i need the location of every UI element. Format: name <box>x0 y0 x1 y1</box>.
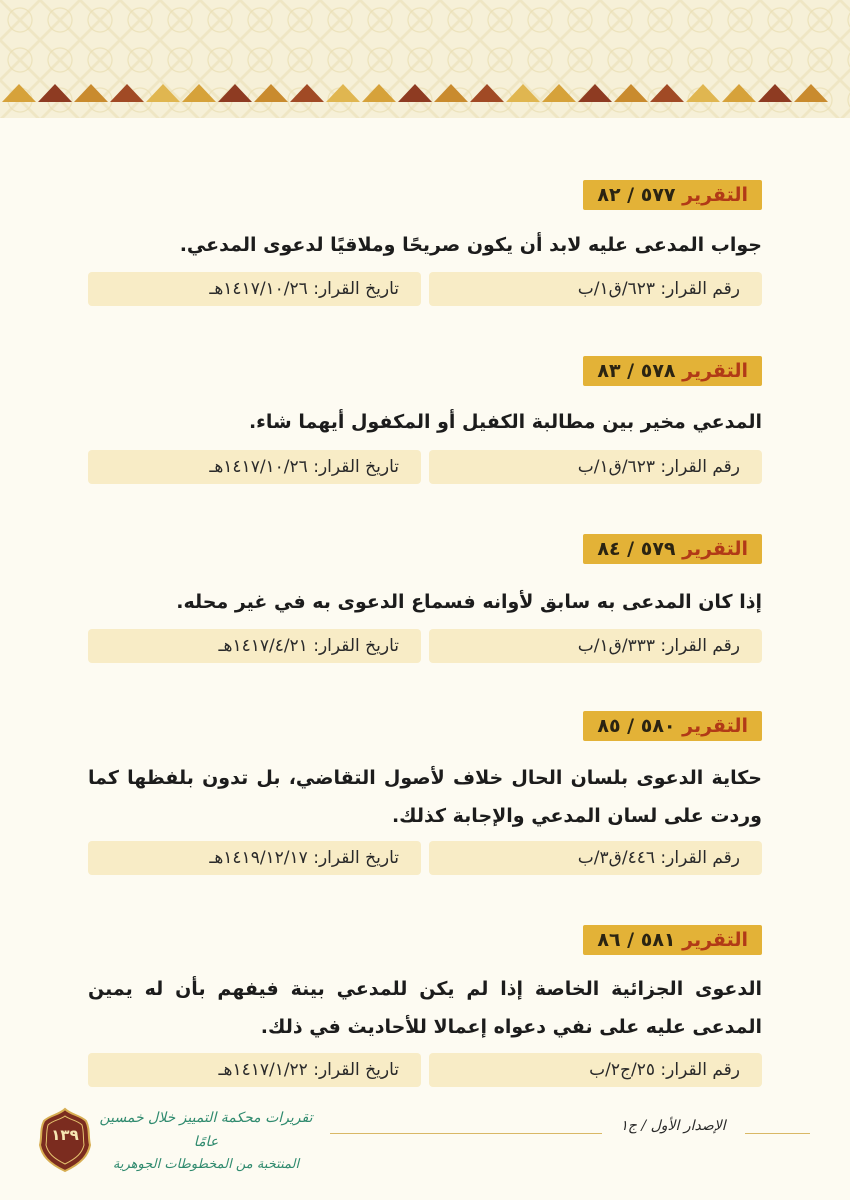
report-meta-row <box>88 1053 762 1087</box>
ornament-triangle <box>74 84 108 102</box>
volume-label: الإصدار الأول / ج١ <box>620 1118 726 1134</box>
report-tag-word: التقرير <box>682 929 748 951</box>
header-ornament-band <box>0 0 850 118</box>
ornament-triangle <box>326 84 360 102</box>
report-text: المدعي مخير بين مطالبة الكفيل أو المكفول أيهما شاء. <box>248 411 762 433</box>
brand-line-1: تقريرات محكمة التمييز خلال خمسين عامًا <box>99 1110 313 1150</box>
footer-divider-right <box>745 1133 810 1134</box>
report-tag-word: التقرير <box>682 538 748 560</box>
book-brand <box>92 1106 320 1172</box>
ornament-triangle <box>650 84 684 102</box>
report-text: الدعوى الجزائية الخاصة إذا لم يكن للمدعي بينة فيفهم بأن له يمين المدعى عليه على نفي دعواه إعمالا للأحاديث في ذلك. <box>88 978 762 1038</box>
report-tag <box>583 534 762 564</box>
report-meta-row <box>88 841 762 875</box>
ornament-triangle <box>722 84 756 102</box>
ornament-triangle <box>290 84 324 102</box>
ornament-triangle <box>686 84 720 102</box>
decision-date: تاريخ القرار: ١٤١٧/١/٢٢هـ <box>88 1053 421 1087</box>
report-tag-numbers: ٥٧٧ / ٨٢ <box>597 184 676 206</box>
report-tag <box>583 711 762 741</box>
ornament-triangle <box>218 84 252 102</box>
decision-number: رقم القرار: ٤٤٦/ق٣/ب <box>429 841 762 875</box>
decision-number: رقم القرار: ٢٥/ج٢/ب <box>429 1053 762 1087</box>
report-text: إذا كان المدعى به سابق لأوانه فسماع الدعوى به في غير محله. <box>176 591 762 613</box>
report-meta-row <box>88 629 762 663</box>
report-text: حكاية الدعوى بلسان الحال خلاف لأصول التقاضي، بل تدون بلفظها كما وردت على لسان المدعي والإجابة كذلك. <box>88 767 762 827</box>
report-tag-numbers: ٥٧٨ / ٨٣ <box>597 360 676 382</box>
ornament-triangle <box>2 84 36 102</box>
footer-divider-left <box>330 1133 602 1134</box>
report-tag-word: التقرير <box>682 715 748 737</box>
ornament-triangle <box>470 84 504 102</box>
report-meta-row <box>88 450 762 484</box>
ornament-triangle <box>146 84 180 102</box>
ornament-triangle <box>506 84 540 102</box>
decision-date: تاريخ القرار: ١٤١٩/١٢/١٧هـ <box>88 841 421 875</box>
ornament-triangle <box>182 84 216 102</box>
report-tag <box>583 925 762 955</box>
ornament-triangle <box>254 84 288 102</box>
report-text: جواب المدعى عليه لابد أن يكون صريحًا وملاقيًا لدعوى المدعي. <box>179 234 762 256</box>
ornament-triangle <box>398 84 432 102</box>
report-tag-word: التقرير <box>682 360 748 382</box>
report-tag-numbers: ٥٨٠ / ٨٥ <box>597 715 676 737</box>
report-tag-numbers: ٥٧٩ / ٨٤ <box>597 538 676 560</box>
ornament-triangle <box>758 84 792 102</box>
ornament-triangle <box>38 84 72 102</box>
report-tag <box>583 180 762 210</box>
ornament-triangle <box>578 84 612 102</box>
decision-number: رقم القرار: ٣٣٣/ق١/ب <box>429 629 762 663</box>
decision-number: رقم القرار: ٦٢٣/ق١/ب <box>429 272 762 306</box>
report-tag-numbers: ٥٨١ / ٨٦ <box>597 929 676 951</box>
decision-number: رقم القرار: ٦٢٣/ق١/ب <box>429 450 762 484</box>
triangle-border-ornament <box>0 72 850 118</box>
decision-date: تاريخ القرار: ١٤١٧/١٠/٢٦هـ <box>88 450 421 484</box>
ornament-triangle <box>794 84 828 102</box>
brand-line-2: المنتخبة من المخطوطات الجوهرية <box>112 1157 300 1172</box>
decision-date: تاريخ القرار: ١٤١٧/٤/٢١هـ <box>88 629 421 663</box>
ornament-triangle <box>614 84 648 102</box>
ornament-triangle <box>434 84 468 102</box>
decision-date: تاريخ القرار: ١٤١٧/١٠/٢٦هـ <box>88 272 421 306</box>
report-tag-word: التقرير <box>682 184 748 206</box>
report-tag <box>583 356 762 386</box>
ornament-triangle <box>542 84 576 102</box>
report-meta-row <box>88 272 762 306</box>
ornament-triangle <box>362 84 396 102</box>
ornament-triangle <box>110 84 144 102</box>
page-number: ١٣٩ <box>51 1126 79 1144</box>
